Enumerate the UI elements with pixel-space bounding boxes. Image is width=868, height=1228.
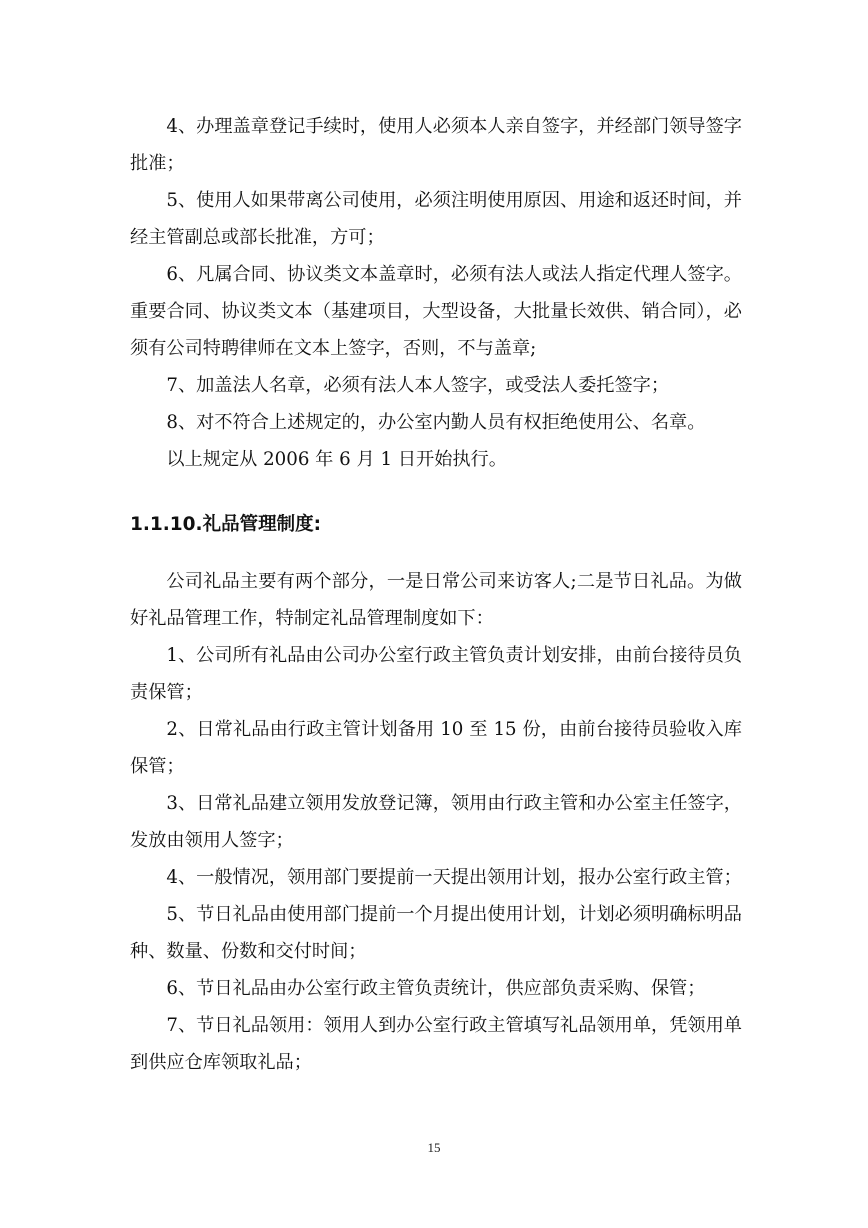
paragraph-gift-rule-2: 2、日常礼品由行政主管计划备用 10 至 15 份，由前台接待员验收入库保管；	[130, 719, 742, 777]
page-number: 15	[427, 1140, 441, 1155]
paragraph-gift-rule-4: 4、一般情况，领用部门要提前一天提出领用计划，报办公室行政主管；	[166, 867, 742, 888]
paragraph-gift-rule-7: 7、节日礼品领用：领用人到办公室行政主管填写礼品领用单，凭领用单到供应仓库领取礼品；	[130, 1015, 742, 1073]
paragraph-effective-date: 以上规定从 2006 年 6 月 1 日开始执行。	[166, 449, 507, 470]
paragraph-gift-rule-3: 3、日常礼品建立领用发放登记簿，领用由行政主管和办公室主任签字，发放由领用人签字；	[130, 793, 742, 851]
paragraph-rule-6: 6、凡属合同、协议类文本盖章时，必须有法人或法人指定代理人签字。重要合同、协议类文本（基建项目，大型设备，大批量长效供、销合同），必须有公司特聘律师在文本上签字，否则，不与盖章;	[130, 264, 742, 359]
paragraph-rule-7: 7、加盖法人名章，必须有法人本人签字，或受法人委托签字；	[166, 375, 670, 396]
paragraph-rule-8: 8、对不符合上述规定的，办公室内勤人员有权拒绝使用公、名章。	[166, 412, 706, 433]
paragraph-gift-rule-1: 1、公司所有礼品由公司办公室行政主管负责计划安排，由前台接待员负责保管；	[130, 645, 742, 703]
paragraph-gift-rule-6: 6、节日礼品由办公室行政主管负责统计，供应部负责采购、保管；	[166, 978, 706, 999]
paragraph-rule-4: 4、办理盖章登记手续时，使用人必须本人亲自签字，并经部门领导签字批准；	[130, 116, 742, 174]
document-body	[130, 108, 742, 1081]
paragraph-gift-intro: 公司礼品主要有两个部分，一是日常公司来访客人;二是节日礼品。为做好礼品管理工作，特制定礼品管理制度如下：	[130, 571, 742, 629]
section-heading: 1.1.10.礼品管理制度:	[130, 514, 321, 535]
paragraph-rule-5: 5、使用人如果带离公司使用，必须注明使用原因、用途和返还时间，并经主管副总或部长批准，方可；	[130, 190, 742, 248]
paragraph-gift-rule-5: 5、节日礼品由使用部门提前一个月提出使用计划，计划必须明确标明品种、数量、份数和交付时间；	[130, 904, 742, 962]
